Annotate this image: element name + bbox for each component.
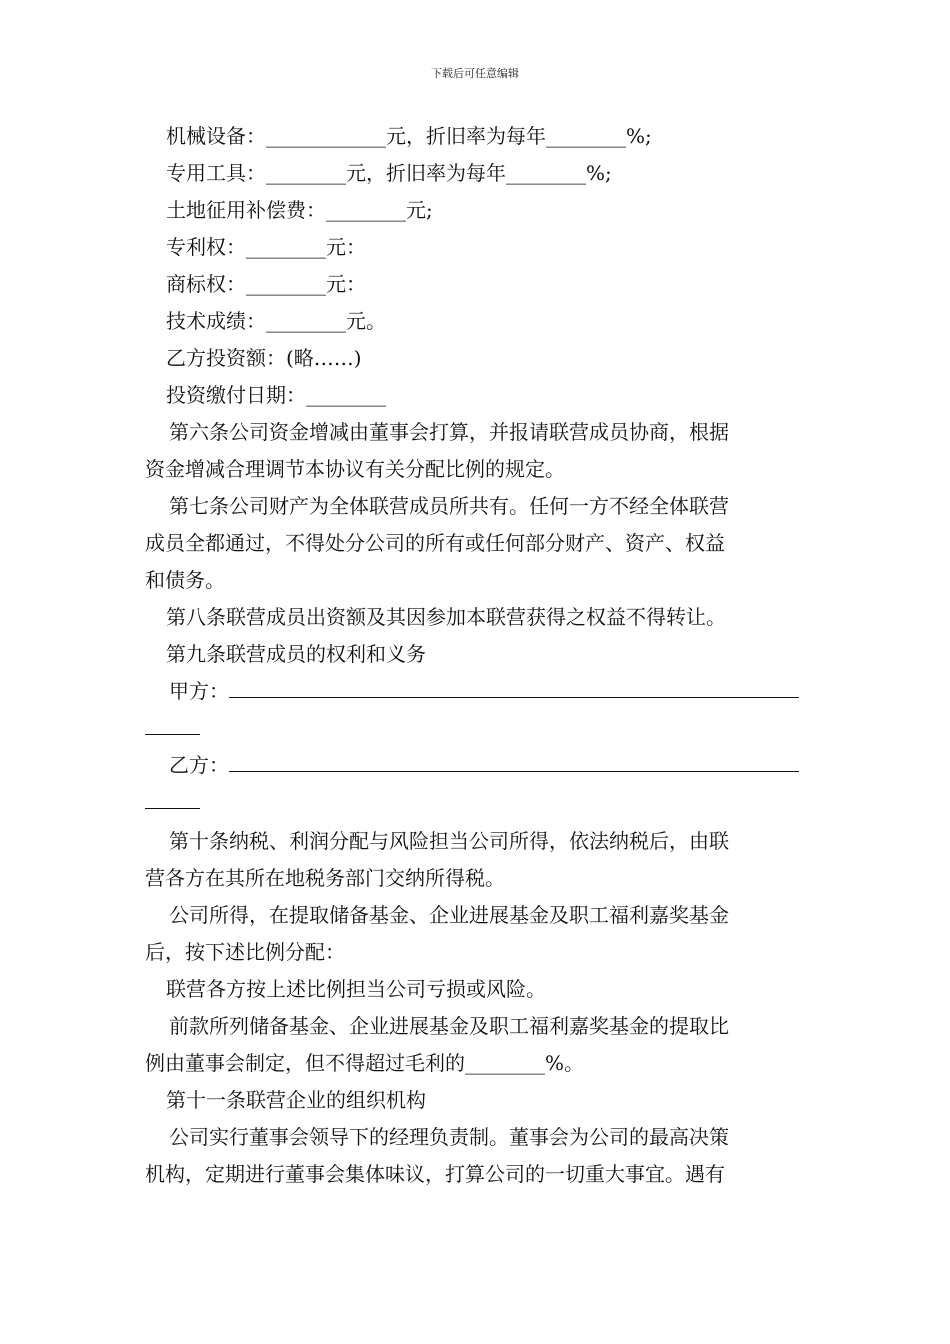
party-a-label: 甲方： xyxy=(169,679,229,703)
party-a-line xyxy=(145,673,810,710)
article-7-line-1: 第七条公司财产为全体联营成员所共有。任何一方不经全体联营 xyxy=(169,494,729,518)
party-b-label: 乙方： xyxy=(169,753,229,777)
party-a-continuation xyxy=(145,710,810,747)
party-a-blank xyxy=(229,679,799,698)
line-land: 土地征用补偿费：________元; xyxy=(166,198,433,222)
page-header: 下载后可任意编辑 xyxy=(431,67,519,80)
line-trademark: 商标权：________元： xyxy=(166,272,366,296)
party-b-blank-tail xyxy=(145,790,200,809)
party-b-blank xyxy=(229,753,799,772)
article-10-line-1: 第十条纳税、利润分配与风险担当公司所得，依法纳税后，由联 xyxy=(169,829,729,853)
article-11-title: 第十一条联营企业的组织机构 xyxy=(166,1088,426,1112)
document-body xyxy=(145,118,810,1193)
article-10-line-2: 营各方在其所在地税务部门交纳所得税。 xyxy=(145,866,505,890)
article-7-line-2: 成员全都通过，不得处分公司的所有或任何部分财产、资产、权益 xyxy=(145,531,725,555)
risk-line: 联营各方按上述比例担当公司亏损或风险。 xyxy=(166,977,546,1001)
party-b-line xyxy=(145,747,810,784)
line-tools: 专用工具：________元，折旧率为每年________%; xyxy=(166,161,612,185)
article-7-line-3: 和债务。 xyxy=(145,568,225,592)
article-8: 第八条联营成员出资额及其因参加本联营获得之权益不得转让。 xyxy=(166,605,726,629)
line-party-b-investment: 乙方投资额：(略……) xyxy=(166,346,362,370)
profit-line-2: 后，按下述比例分配： xyxy=(145,940,345,964)
article-9-title: 第九条联营成员的权利和义务 xyxy=(166,642,426,666)
line-payment-date: 投资缴付日期：________ xyxy=(166,383,386,407)
line-technology: 技术成绩：________元。 xyxy=(166,309,386,333)
party-b-continuation xyxy=(145,784,810,821)
article-11-line-2: 机构，定期进行董事会集体味议，打算公司的一切重大事宜。遇有 xyxy=(145,1162,725,1186)
party-a-blank-tail xyxy=(145,716,200,735)
article-6-line-2: 资金增减合理调节本协议有关分配比例的规定。 xyxy=(145,457,565,481)
fund-ratio-line-1: 前款所列储备基金、企业进展基金及职工福利嘉奖基金的提取比 xyxy=(169,1014,729,1038)
line-patent: 专利权：________元： xyxy=(166,235,366,259)
fund-ratio-line-2: 例由董事会制定，但不得超过毛利的________%。 xyxy=(145,1051,585,1075)
article-6-line-1: 第六条公司资金增减由董事会打算，并报请联营成员协商，根据 xyxy=(169,420,729,444)
line-machinery: 机械设备：____________元，折旧率为每年________%; xyxy=(166,124,652,148)
profit-line-1: 公司所得，在提取储备基金、企业进展基金及职工福利嘉奖基金 xyxy=(169,903,729,927)
article-11-line-1: 公司实行董事会领导下的经理负责制。董事会为公司的最高决策 xyxy=(169,1125,729,1149)
